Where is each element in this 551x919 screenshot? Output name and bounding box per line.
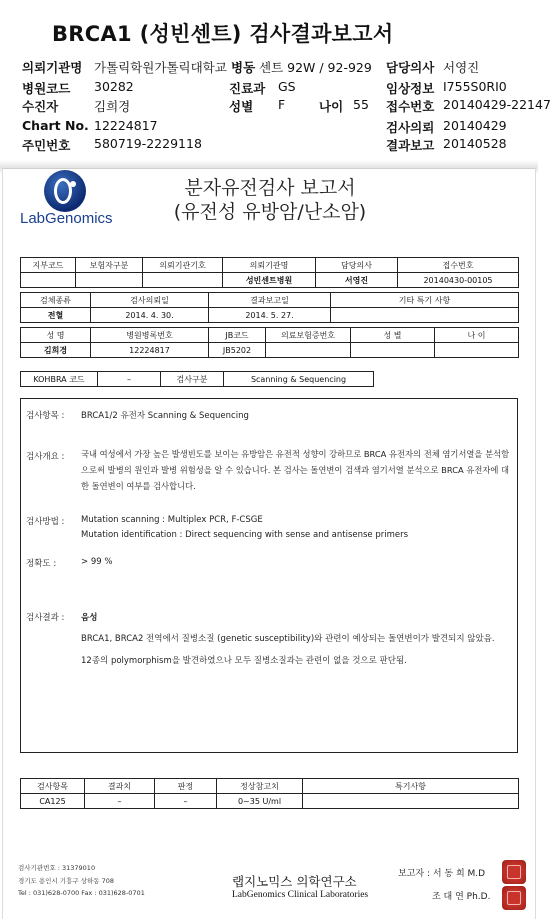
table-cell: 판정 — [155, 779, 217, 794]
table-cell: 의뢰기관명 — [223, 258, 316, 273]
inst-value: 가톨릭학원가톨릭대학교 — [94, 60, 227, 75]
lab-phone: Tel : 031)628-0700 Fax : 031)628-0701 — [18, 889, 145, 897]
lab-name-english: LabGenomics Clinical Laboratories — [232, 890, 369, 900]
sex-value: F — [278, 97, 286, 112]
kohbra-table — [20, 371, 374, 387]
table-cell — [303, 794, 519, 809]
table-cell: 전혈 — [21, 308, 91, 323]
method-label: 검사방법 : — [26, 517, 65, 527]
id-label: 주민번호 — [22, 138, 71, 153]
logo-name: LabGenomics — [20, 210, 113, 227]
clinical-label: 임상정보 — [386, 81, 435, 96]
table-row — [21, 273, 519, 288]
table-cell: 2014. 4. 30. — [91, 308, 209, 323]
seal-stamp-icon — [502, 860, 526, 884]
table-cell — [435, 343, 519, 358]
table-cell: 검사의뢰일 — [91, 293, 209, 308]
table-cell: CA125 — [21, 794, 85, 809]
result-label: 검사결과 : — [26, 613, 65, 623]
dept-value: GS — [278, 79, 296, 94]
table-row — [21, 293, 519, 308]
info-table — [20, 257, 519, 288]
table-cell: 0~35 U/ml — [217, 794, 303, 809]
table-cell — [331, 308, 519, 323]
table-cell: 20140430-00105 — [398, 273, 519, 288]
overview-text: 국내 여성에서 가장 높은 발생빈도를 보이는 유방암은 유전적 성향이 강하므로 BRCA 유전자의 전체 염기서열을 분석함으로써 발병의 원인과 발병 위험성을 알 수 있습니다. 본 검사는 돌연변이 검색과 염기서열 분석으로 BRCA 유전자에 대한 돌연변이 여부를 검사합니다. — [81, 449, 510, 491]
ward-label: 병동 — [231, 60, 256, 75]
table-cell: 담당의사 — [316, 258, 398, 273]
table-row — [21, 258, 519, 273]
test-type-label: 검사구분 — [161, 372, 224, 387]
request-value: 20140429 — [443, 118, 507, 133]
table-cell: 의뢰기관기호 — [143, 258, 223, 273]
report-label: 결과보고 — [386, 138, 435, 153]
result-value: 음성 — [81, 613, 98, 623]
receipt-label: 접수번호 — [386, 99, 435, 114]
table-cell — [266, 343, 351, 358]
lab-name-korean: 랩지노믹스 의학연구소 — [232, 874, 357, 889]
table-cell: – — [85, 794, 155, 809]
table-cell: 결과치 — [85, 779, 155, 794]
table-row — [21, 308, 519, 323]
table-cell: 정상참고치 — [217, 779, 303, 794]
table-cell: 김희경 — [21, 343, 91, 358]
table-cell: JB5202 — [209, 343, 266, 358]
table-cell: 기타 특기 사항 — [331, 293, 519, 308]
patient-label: 수진자 — [22, 99, 59, 114]
chart-label: Chart No. — [22, 118, 89, 133]
table-cell: 결과보고일 — [209, 293, 331, 308]
patient-value: 김희경 — [94, 99, 131, 114]
test-type-value: Scanning & Sequencing — [224, 372, 374, 387]
sex-label: 성별 — [229, 99, 254, 114]
overview-label: 검사개요 : — [26, 452, 65, 462]
method-line2: Mutation identification : Direct sequencing with sense and antisense primers — [81, 530, 409, 540]
reporter-2: 조 대 연 Ph.D. — [432, 892, 491, 902]
hospcode-label: 병원코드 — [22, 81, 71, 96]
kohbra-value: – — [98, 372, 161, 387]
clinical-value: I755S0RI0 — [443, 79, 507, 94]
table-cell: 검체종류 — [21, 293, 91, 308]
table-cell: 2014. 5. 27. — [209, 308, 331, 323]
kohbra-label: KOHBRA 코드 — [21, 372, 98, 387]
ward-value: 센트 92W / 92-929 — [259, 60, 372, 75]
seal-stamp-icon — [502, 886, 526, 910]
table-cell: 보험자구분 — [76, 258, 143, 273]
table-cell — [351, 343, 435, 358]
result-line2: 12종의 polymorphism을 발견하였으나 모두 질병소질과는 관련이 없을 것으로 판단됨. — [81, 656, 407, 666]
table-cell — [143, 273, 223, 288]
table-cell: 의료보험증번호 — [266, 328, 351, 343]
table-cell: 성 명 — [21, 328, 91, 343]
table-cell: 병원병록번호 — [91, 328, 209, 343]
receipt-value: 20140429-22147 — [443, 97, 551, 112]
table-cell: – — [155, 794, 217, 809]
marker-table — [20, 778, 519, 809]
doctor-value: 서영진 — [443, 60, 480, 75]
table-cell: 성빈센트병원 — [223, 273, 316, 288]
age-value: 55 — [353, 97, 369, 112]
report-header — [0, 0, 551, 165]
lab-address: 경기도 용인시 기흥구 상하동 708 — [18, 877, 115, 885]
report-title-line1: 분자유전검사 보고서 — [184, 177, 356, 199]
sample-table — [20, 292, 519, 323]
method-line1: Mutation scanning : Multiplex PCR, F-CSGE — [81, 515, 263, 525]
report-title — [150, 176, 390, 224]
labgenomics-logo-icon — [44, 170, 86, 212]
table-cell — [21, 273, 76, 288]
table-cell: 성 별 — [351, 328, 435, 343]
id-value: 580719-2229118 — [94, 136, 202, 151]
lab-registration: 검사기관번호 : 31379010 — [18, 864, 96, 872]
table-row — [21, 372, 374, 387]
table-cell — [76, 273, 143, 288]
table-cell: 12224817 — [91, 343, 209, 358]
accuracy-label: 정확도 : — [26, 559, 57, 569]
report-value: 20140528 — [443, 136, 507, 151]
doctor-label: 담당의사 — [386, 60, 435, 75]
accuracy-value: > 99 % — [81, 557, 113, 567]
page-title: BRCA1 (성빈센트) 검사결과보고서 — [52, 22, 394, 46]
dept-label: 진료과 — [229, 81, 266, 96]
table-cell: 지부코드 — [21, 258, 76, 273]
table-cell: 특기사항 — [303, 779, 519, 794]
chart-value: 12224817 — [94, 118, 158, 133]
table-row — [21, 779, 519, 794]
hospcode-value: 30282 — [94, 79, 134, 94]
result-line1: BRCA1, BRCA2 전역에서 질병소질 (genetic susceptibility)와 관련이 예상되는 돌연변이가 발견되지 않았음. — [81, 634, 495, 644]
report-title-line2: (유전성 유방암/난소암) — [173, 201, 367, 223]
table-row — [21, 328, 519, 343]
item-label: 검사항목 : — [26, 411, 65, 421]
table-cell: JB코드 — [209, 328, 266, 343]
reporter-1: 보고자 : 서 동 희 M.D — [398, 869, 486, 879]
table-cell: 검사항목 — [21, 779, 85, 794]
table-cell: 서영진 — [316, 273, 398, 288]
table-cell: 나 이 — [435, 328, 519, 343]
table-cell: 접수번호 — [398, 258, 519, 273]
table-row — [21, 343, 519, 358]
request-label: 검사의뢰 — [386, 120, 435, 135]
patient-table — [20, 327, 519, 358]
table-row — [21, 794, 519, 809]
inst-label: 의뢰기관명 — [22, 60, 83, 75]
item-value: BRCA1/2 유전자 Scanning & Sequencing — [81, 411, 249, 421]
age-label: 나이 — [319, 99, 344, 114]
